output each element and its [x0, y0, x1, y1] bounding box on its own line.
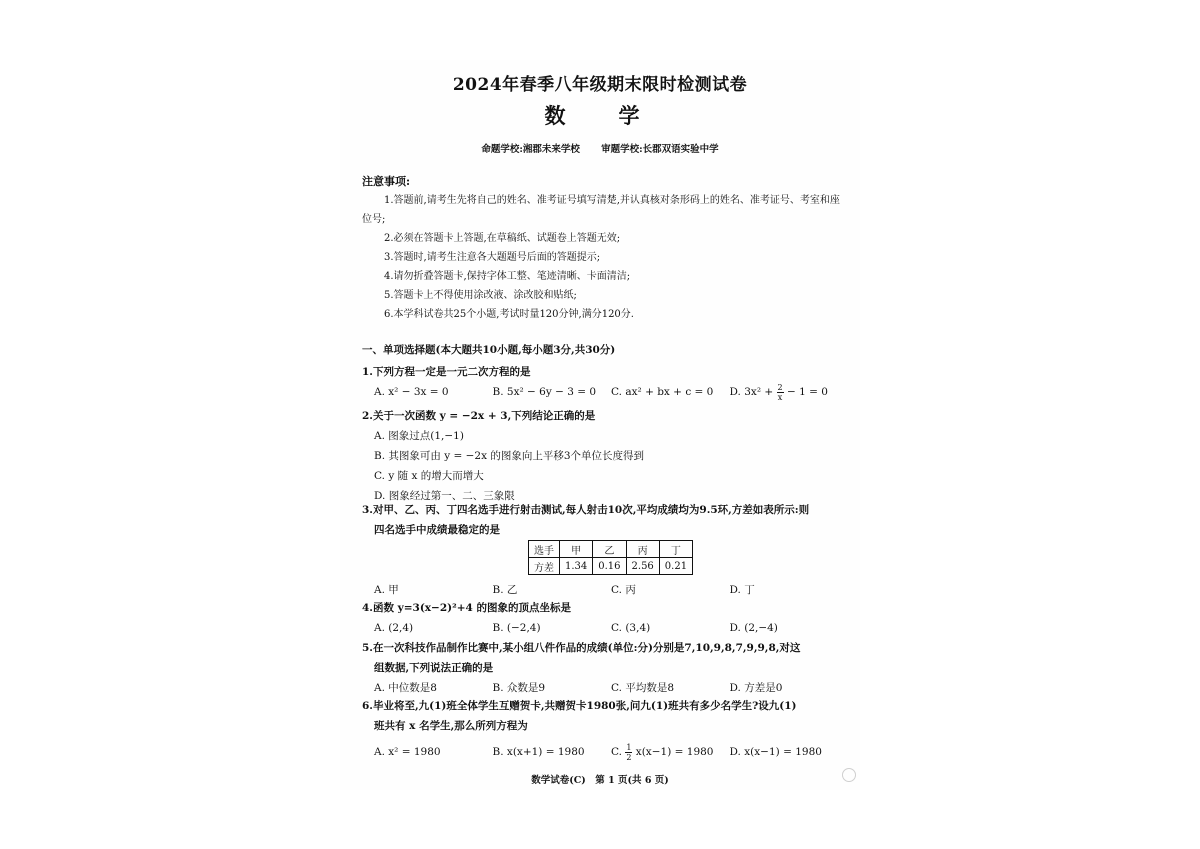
fraction-numerator: 1 [626, 742, 632, 752]
question-options [362, 742, 848, 762]
reviewer-school: 审题学校:长郡双语实验中学 [601, 144, 719, 155]
option-b: B. (−2,4) [492, 622, 541, 634]
table-cell: 1.34 [560, 558, 593, 575]
notice-item: 4.请勿折叠答题卡,保持字体工整、笔迹清晰、卡面清洁; [384, 271, 631, 282]
table-cell: 丁 [659, 541, 692, 558]
option-d: D. x(x−1) = 1980 [729, 746, 822, 758]
option-d: D. 图象经过第一、二、三象限 [374, 490, 515, 502]
notice-heading: 注意事项: [362, 175, 411, 188]
table-cell: 选手 [529, 541, 560, 558]
notice-list [362, 191, 844, 324]
question-stem-cont: 四名选手中成绩最稳定的是 [374, 524, 500, 536]
question-stem: 5.在一次科技作品制作比赛中,某小组八件作品的成绩(单位:分)分别是7,10,9,8,7,9,9,8,对这 [362, 642, 801, 654]
table-cell: 甲 [560, 541, 593, 558]
question-stem-cont: 组数据,下列说法正确的是 [374, 662, 494, 674]
option-d-suffix: − 1 = 0 [786, 386, 828, 398]
notice-item: 2.必须在答题卡上答题,在草稿纸、试题卷上答题无效; [384, 233, 621, 244]
question-2 [362, 406, 848, 506]
option-d [730, 382, 849, 402]
fraction-denominator: 2 [626, 752, 632, 762]
question-1 [362, 362, 848, 402]
table-cell: 丙 [626, 541, 659, 558]
notice-item: 5.答题卡上不得使用涂改液、涂改胶和贴纸; [384, 290, 577, 301]
question-stem: 6.毕业将至,九(1)班全体学生互赠贺卡,共赠贺卡1980张,问九(1)班共有多少名学生?设九(1) [362, 700, 797, 712]
question-stem: 4.函数 y=3(x−2)²+4 的图象的顶点坐标是 [362, 602, 571, 614]
question-options [362, 618, 848, 638]
question-options [362, 382, 848, 402]
exam-subject: 数 学 [544, 103, 656, 128]
option-b: B. x(x+1) = 1980 [492, 746, 585, 758]
question-5 [362, 638, 848, 698]
question-stem: 1.下列方程一定是一元二次方程的是 [362, 366, 531, 378]
table-row [529, 541, 693, 558]
watermark [764, 764, 856, 786]
option-c: C. y 随 x 的增大而增大 [374, 470, 484, 482]
table-cell: 2.56 [626, 558, 659, 575]
table-row [529, 558, 693, 575]
question-3 [362, 500, 848, 540]
variance-table [528, 540, 693, 575]
exam-page [340, 60, 860, 790]
option-d-prefix: D. 3x² + [729, 386, 774, 398]
notice-item: 6.本学科试卷共25个小题,考试时量120分钟,满分120分. [384, 309, 634, 320]
watermark-logo-icon [842, 768, 856, 782]
question-stem: 2.关于一次函数 y = −2x + 3,下列结论正确的是 [362, 410, 596, 422]
option-d: D. 丁 [729, 584, 755, 596]
fraction [625, 743, 632, 762]
option-c: C. ax² + bx + c = 0 [611, 386, 714, 398]
option-b: B. 众数是9 [492, 682, 546, 694]
table-cell: 0.16 [593, 558, 626, 575]
page-footer: 数学试卷(C) 第 1 页(共 6 页) [531, 775, 669, 786]
proposer-school: 命题学校:湘郡未来学校 [481, 144, 580, 155]
question-stem: 3.对甲、乙、丙、丁四名选手进行射击测试,每人射击10次,平均成绩均为9.5环,方差如表所示:则 [362, 504, 810, 516]
option-d: D. 方差是0 [729, 682, 783, 694]
school-info [340, 141, 860, 155]
option-b: B. 其图象可由 y = −2x 的图象向上平移3个单位长度得到 [374, 450, 645, 462]
option-a: A. x² − 3x = 0 [374, 386, 449, 398]
option-c-prefix: C. [611, 746, 622, 758]
option-c [611, 742, 730, 762]
option-b: B. 5x² − 6y − 3 = 0 [492, 386, 597, 398]
table-cell: 乙 [593, 541, 626, 558]
option-c-suffix: x(x−1) = 1980 [635, 746, 714, 758]
option-a: A. (2,4) [374, 622, 414, 634]
question-6 [362, 696, 848, 762]
table-cell: 方差 [529, 558, 560, 575]
notice-item: 1.答题前,请考生先将自己的姓名、准考证号填写清楚,并认真核对条形码上的姓名、准考证号、考室和座位号; [362, 195, 840, 225]
fraction-denominator: x [777, 392, 783, 402]
question-options [362, 678, 848, 698]
option-a: A. x² = 1980 [374, 746, 441, 758]
option-d: D. (2,−4) [729, 622, 778, 634]
option-c: C. (3,4) [611, 622, 651, 634]
option-a: A. 图象过点(1,−1) [374, 430, 464, 442]
exam-title: 2024年春季八年级期末限时检测试卷 [452, 75, 748, 95]
question-options [362, 580, 848, 600]
question-3-options [362, 580, 848, 600]
section-heading: 一、单项选择题(本大题共10小题,每小题3分,共30分) [362, 344, 616, 356]
option-a: A. 中位数是8 [374, 682, 437, 694]
fraction [777, 383, 784, 402]
option-c: C. 平均数是8 [611, 682, 675, 694]
table-cell: 0.21 [659, 558, 692, 575]
fraction-numerator: 2 [777, 382, 783, 392]
option-c: C. 丙 [611, 584, 636, 596]
option-b: B. 乙 [492, 584, 518, 596]
question-4 [362, 598, 848, 638]
option-a: A. 甲 [374, 584, 399, 596]
question-stem-cont: 班共有 x 名学生,那么所列方程为 [374, 720, 528, 732]
notice-item: 3.答题时,请考生注意各大题题号后面的答题提示; [384, 252, 601, 263]
